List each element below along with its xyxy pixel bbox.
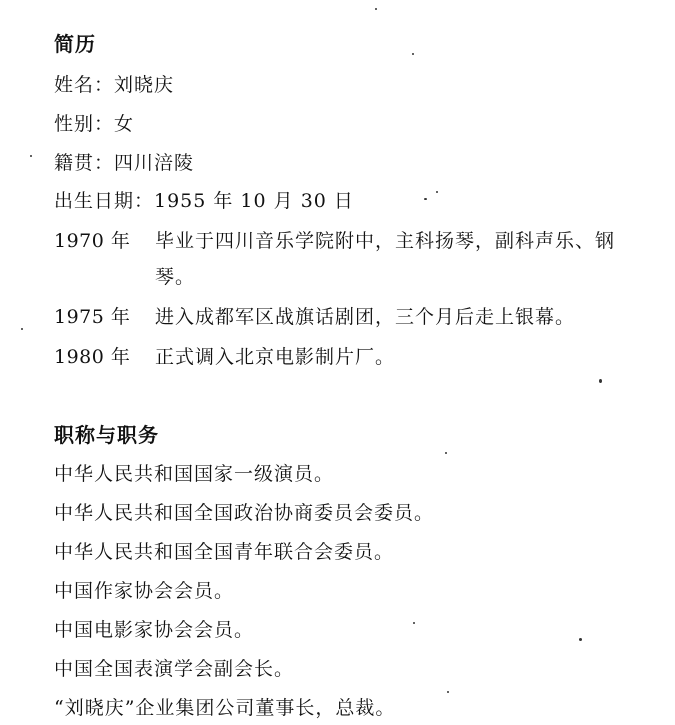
timeline-year: 1975 年 [54,306,131,328]
title-item: 中华人民共和国全国政治协商委员会委员。 [54,502,435,524]
scan-speck [412,53,414,55]
scan-speck [30,155,32,157]
birth-line: 出生日期：1955 年 10 月 30 日 [54,190,354,212]
origin-line: 籍贯：四川涪陵 [54,152,195,174]
scan-speck [413,622,415,624]
title-item: 中国电影家协会会员。 [54,619,255,641]
scan-speck [375,8,377,10]
gender-line: 性别：女 [54,113,135,135]
timeline-text-continued: 琴。 [155,266,196,288]
scan-speck [445,452,447,454]
scan-speck [447,691,449,693]
scan-speck [599,379,602,383]
name-line: 姓名：刘晓庆 [54,74,175,96]
timeline-text: 毕业于四川音乐学院附中，主科扬琴，副科声乐、钢 [155,230,616,252]
titles-heading: 职称与职务 [54,423,159,447]
scan-speck [579,638,582,641]
resume-heading: 简历 [54,32,96,56]
title-item: “刘晓庆”企业集团公司董事长，总裁。 [54,697,396,719]
title-item: 中国全国表演学会副会长。 [54,658,295,680]
timeline-year: 1970 年 [54,230,131,252]
title-item: 中华人民共和国国家一级演员。 [54,463,335,485]
timeline-year: 1980 年 [54,346,131,368]
scan-speck [424,198,427,200]
title-item: 中华人民共和国全国青年联合会委员。 [54,541,395,563]
timeline-text: 正式调入北京电影制片厂。 [155,346,396,368]
scan-speck [436,191,438,193]
timeline-text: 进入成都军区战旗话剧团，三个月后走上银幕。 [155,306,576,328]
scan-speck [21,328,23,330]
title-item: 中国作家协会会员。 [54,580,235,602]
